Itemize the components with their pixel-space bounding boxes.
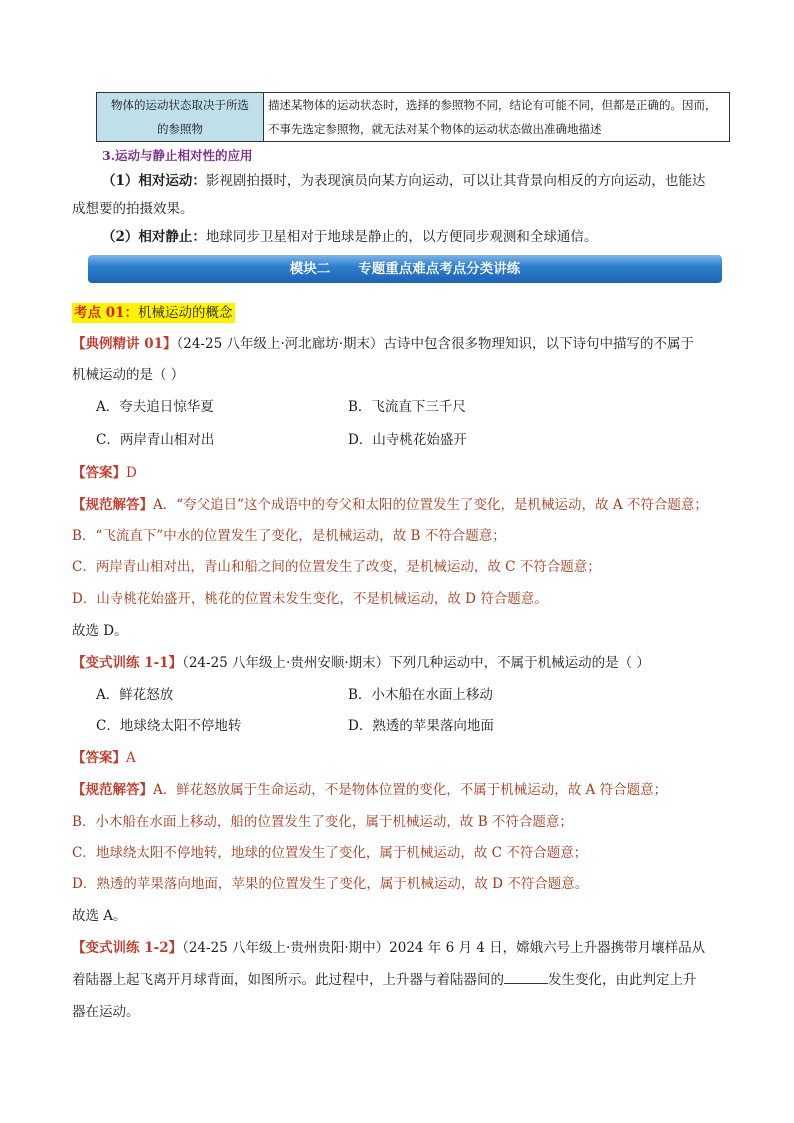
q2-option-b: B．小木船在水面上移动: [348, 687, 493, 703]
q3-tag: 【变式训练 1-2】: [72, 940, 183, 956]
module-banner: [88, 255, 722, 283]
banner-left: 模块二: [289, 261, 331, 277]
kaodian-prefix: 考点 01：: [74, 305, 138, 321]
q1-sol2: B．“飞流直下”中水的位置发生了变化，是机械运动，故 B 不符合题意；: [72, 528, 506, 544]
section3-p1-text: 影视剧拍摄时，为表现演员向某方向运动，可以让其背景向相反的方向运动，也能达: [205, 173, 706, 189]
reference-frame-table: [96, 92, 730, 142]
q1-option-d: D．山寺桃花始盛开: [348, 432, 467, 448]
q3-stem2a: 着陆器上起飞离开月球背面，如图所示。此过程中，上升器与着陆器间的: [72, 972, 504, 988]
q1-answer-tag: 【答案】: [72, 465, 126, 481]
q1-option-a: A．夸夫追日惊华夏: [96, 399, 214, 415]
q1-choose: 故选 D。: [72, 623, 128, 639]
q1-answer-value: D: [126, 465, 137, 481]
q1-sol4: D．山寺桃花始盛开，桃花的位置未发生变化，不是机械运动，故 D 符合题意。: [72, 591, 548, 607]
q3-stem-line1: [72, 938, 705, 958]
q1-option-c: C．两岸青山相对出: [96, 432, 215, 448]
q2-sol4: D．熟透的苹果落向地面，苹果的位置发生了变化，属于机械运动，故 D 不符合题意。: [72, 876, 589, 892]
q2-answer: [72, 748, 136, 768]
q2-choose: 故选 A。: [72, 908, 127, 924]
q1-answer: [72, 463, 137, 483]
table-head-line2: 的参照物: [157, 122, 203, 136]
kaodian-title: 机械运动的概念: [138, 305, 233, 321]
q2-solution-line1: [72, 780, 667, 800]
q2-stem-line: [72, 653, 650, 673]
q1-solution-tag: 【规范解答】: [72, 497, 153, 513]
section3-p2: [102, 227, 597, 247]
q2-sol1: A．鲜花怒放属于生命运动，不是物体位置的变化，不属于机械运动，故 A 符合题意；: [153, 782, 668, 798]
table-body-line1: 描述某物体的运动状态时，选择的参照物不同，结论有可能不同，但都是正确的。因而，: [268, 98, 717, 112]
banner-right: 专题重点难点考点分类讲练: [358, 261, 521, 277]
q2-solution-tag: 【规范解答】: [72, 782, 153, 798]
q3-stem-line2: [72, 970, 697, 990]
q1-option-b: B．飞流直下三千尺: [348, 399, 466, 415]
section3-p1-cont: 成想要的拍摄效果。: [72, 201, 194, 217]
q2-sol3: C．地球绕太阳不停地转，地球的位置发生了变化，属于机械运动，故 C 不符合题意；: [72, 845, 588, 861]
q1-solution-line1: [72, 495, 708, 515]
q1-stem-line1: [72, 334, 694, 354]
section3-p1-label: （1）相对运动：: [102, 173, 206, 189]
section3-p2-label: （2）相对静止：: [102, 229, 206, 245]
table-body-line2: 不事先选定参照物，就无法对某个物体的运动状态做出准确地描述: [268, 122, 602, 136]
q2-answer-value: A: [126, 750, 136, 766]
q3-stem3: 器在运动。: [72, 1004, 140, 1020]
q1-tag: 【典例精讲 01】: [72, 336, 177, 352]
table-header-cell: [97, 93, 264, 142]
q1-stem1: （24-25 八年级上·河北廊坊·期末）古诗中包含很多物理知识，以下诗句中描写的不属于: [176, 336, 695, 352]
q3-fill-blank[interactable]: [504, 971, 548, 984]
q2-tag: 【变式训练 1-1】: [72, 655, 183, 671]
section3-title: 3.运动与静止相对性的应用: [102, 148, 253, 163]
q2-option-c: C．地球绕太阳不停地转: [96, 718, 242, 734]
q2-answer-tag: 【答案】: [72, 750, 126, 766]
q1-sol1: A．“夸父追日”这个成语中的夸父和太阳的位置发生了变化，是机械运动，故 A 不符合题意；: [153, 497, 708, 513]
q3-stem2b: 发生变化，由此判定上升: [548, 972, 697, 988]
q2-sol2: B．小木船在水面上移动，船的位置发生了变化，属于机械运动，故 B 不符合题意；: [72, 814, 573, 830]
q2-option-a: A．鲜花怒放: [96, 687, 174, 703]
section3-p1: [102, 171, 705, 191]
q3-stem1: （24-25 八年级上·贵州贵阳·期中）2024 年 6 月 4 日，嫦娥六号上升器携带月壤样品从: [182, 940, 706, 956]
section3-p2-text: 地球同步卫星相对于地球是静止的，以方便同步观测和全球通信。: [205, 229, 598, 245]
table-body-cell: [264, 93, 730, 142]
q1-sol3: C．两岸青山相对出，青山和船之间的位置发生了改变，是机械运动，故 C 不符合题意；: [72, 559, 601, 575]
q1-stem2: 机械运动的是（ ）: [72, 367, 185, 383]
q2-stem: （24-25 八年级上·贵州安顺·期末）下列几种运动中，不属于机械运动的是（ ）: [182, 655, 650, 671]
table-head-line1: 物体的运动状态取决于所选: [111, 98, 249, 112]
q2-option-d: D．熟透的苹果落向地面: [348, 718, 494, 734]
kaodian-heading: [72, 303, 235, 323]
